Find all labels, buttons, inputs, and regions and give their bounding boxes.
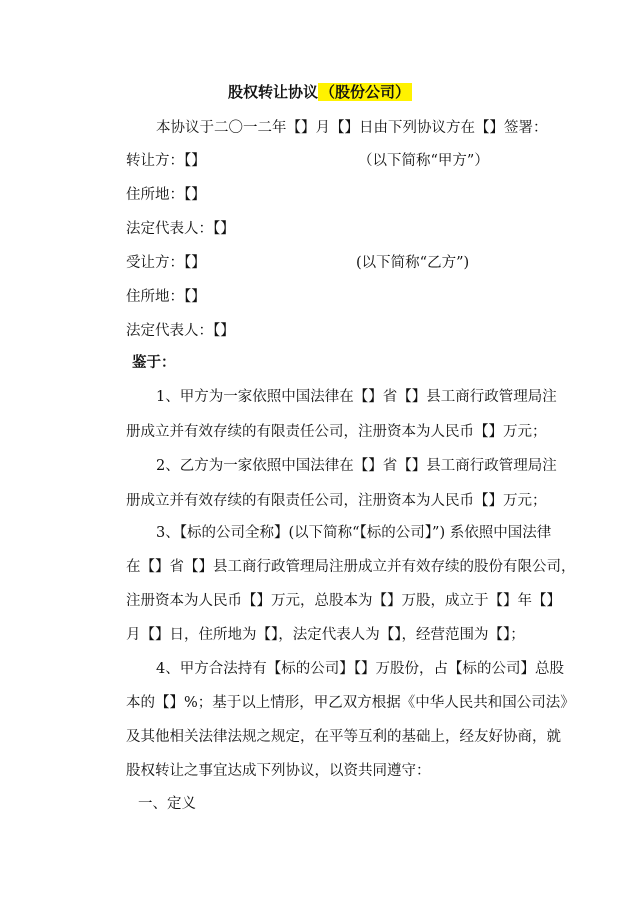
party-a-address: 住所地：【】 bbox=[126, 187, 206, 203]
whereas-heading: 鉴于： bbox=[132, 354, 176, 371]
clause-2-line-2: 册成立并有效存续的有限责任公司，注册资本为人民币【】万元； bbox=[126, 493, 547, 509]
clause-4-line-4: 股权转让之事宜达成下列协议，以资共同遵守： bbox=[126, 763, 431, 779]
clause-4-line-3: 及其他相关法律法规之规定，在平等互利的基础上，经友好协商，就 bbox=[126, 729, 561, 745]
clause-1-line-1: 1、甲方为一家依照中国法律在【】省【】县工商行政管理局注 bbox=[156, 389, 557, 405]
party-a-note: （以下简称“甲方”） bbox=[358, 153, 489, 169]
section-1-heading: 一、定义 bbox=[138, 796, 196, 812]
party-b-note: (以下简称“乙方”) bbox=[356, 255, 470, 271]
party-a-row bbox=[126, 150, 570, 172]
document-title bbox=[0, 80, 640, 104]
clause-4-line-1: 4、甲方合法持有【标的公司】【】万股份，占【标的公司】总股 bbox=[156, 661, 564, 677]
party-a-rep: 法定代表人：【】 bbox=[126, 221, 235, 237]
intro-line: 本协议于二〇一二年【】月【】日由下列协议方在【】签署： bbox=[156, 120, 548, 136]
party-b-rep: 法定代表人：【】 bbox=[126, 323, 235, 339]
title-main: 股权转让协议 bbox=[227, 83, 318, 101]
clause-1-line-2: 册成立并有效存续的有限责任公司，注册资本为人民币【】万元； bbox=[126, 424, 547, 440]
clause-3-line-4: 月【】日，住所地为【】，法定代表人为【】，经营范围为【】； bbox=[126, 627, 525, 643]
title-highlight: （股份公司） bbox=[320, 83, 411, 101]
clause-2-line-1: 2、乙方为一家依照中国法律在【】省【】县工商行政管理局注 bbox=[156, 458, 557, 474]
party-b-row bbox=[126, 252, 570, 274]
party-b-label: 受让方：【】 bbox=[126, 255, 206, 271]
clause-3-line-3: 注册资本为人民币【】万元，总股本为【】万股，成立于【】年【】 bbox=[126, 593, 561, 609]
clause-3-line-2: 在【】省【】县工商行政管理局注册成立并有效存续的股份有限公司， bbox=[126, 559, 576, 575]
clause-4-line-2: 本的【】%；基于以上情形，甲乙双方根据《中华人民共和国公司法》 bbox=[126, 695, 575, 711]
party-b-address: 住所地：【】 bbox=[126, 289, 206, 305]
clause-3-line-1: 3、【标的公司全称】(以下简称“【标的公司】”) 系依照中国法律 bbox=[156, 525, 552, 541]
party-a-label: 转让方：【】 bbox=[126, 153, 206, 169]
